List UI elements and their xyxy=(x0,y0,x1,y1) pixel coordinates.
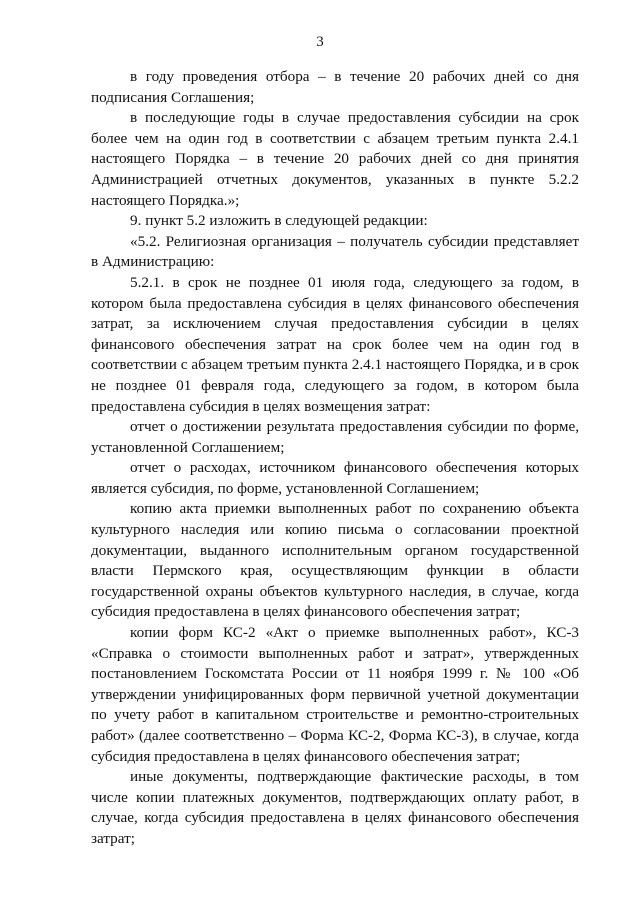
paragraph: в последующие годы в случае предоставления субсидии на срок более чем на один год в соответствии с абзацем третьим пункта 2.4.1 настоящего Порядка – в течение 20 рабочих дней со дня принятия Администрацией отчетных документов, указанных в пункте 5.2.2 настоящего Порядка.»; xyxy=(91,109,579,209)
paragraph: 9. пункт 5.2 изложить в следующей редакции: xyxy=(130,212,428,230)
paragraph: копию акта приемки выполненных работ по сохранению объекта культурного наследия или копию письма о согласовании проектной документации, выданного исполнительным органом государственной власти Пермского края, осуществляющим функции в области государственной охраны объектов культурного наследия, в случае, когда субсидия предоставлена в целях финансового обеспечения затрат; xyxy=(91,500,579,621)
paragraph: иные документы, подтверждающие фактические расходы, в том числе копии платежных документов, подтверждающих оплату работ, в случае, когда субсидия предоставлена в целях финансового обеспечения затрат; xyxy=(91,768,579,847)
paragraph: 5.2.1. в срок не позднее 01 июля года, следующего за годом, в котором была предоставлена субсидия в целях финансового обеспечения затрат, за исключением случая предоставления субсидии в целях финансового обеспечения затрат на срок более чем на один год в соответствии с абзацем третьим пункта 2.4.1 настоящего Порядка, и в срок не позднее 01 февраля года, следующего за годом, в котором была предоставлена субсидия в целях возмещения затрат: xyxy=(91,273,579,415)
document-body xyxy=(91,67,579,850)
paragraph: отчет о расходах, источником финансового обеспечения которых является субсидия, по форме, установленной Соглашением; xyxy=(91,459,579,497)
paragraph: отчет о достижении результата предоставления субсидии по форме, установленной Соглашением; xyxy=(91,418,579,456)
paragraph: «5.2. Религиозная организация – получатель субсидии представляет в Администрацию: xyxy=(91,232,579,271)
paragraph: копии форм КС-2 «Акт о приемке выполненных работ», КС-3 «Справка о стоимости выполненных работ и затрат», утвержденных постановлением Госкомстата России от 11 ноября 1999 г. № 100 «Об утверждении унифицированных форм первичной учетной документации по учету работ в капитальном строительстве и ремонтно-строительных работ» (далее соответственно – Форма КС-2, Форма КС-3), в случае, когда субсидия предоставлена в целях финансового обеспечения затрат; xyxy=(91,624,579,765)
page-number: 3 xyxy=(316,34,324,50)
paragraph: в году проведения отбора – в течение 20 рабочих дней со дня подписания Соглашения; xyxy=(91,68,579,106)
